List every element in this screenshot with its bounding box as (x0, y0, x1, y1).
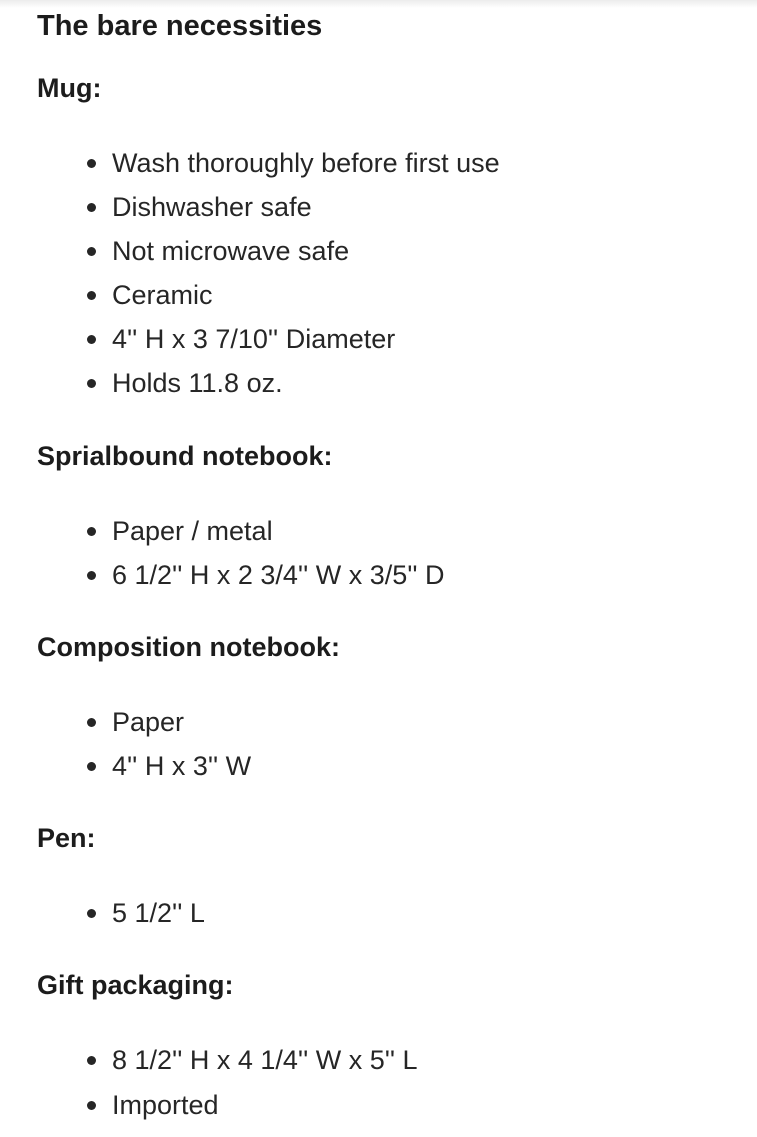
list-item-text: Holds 11.8 oz. (112, 367, 283, 398)
bullet-icon (87, 203, 96, 212)
bullet-icon (87, 291, 96, 300)
list-item-text: 4'' H x 3 7/10'' Diameter (112, 323, 396, 354)
section-heading-composition-notebook: Composition notebook: (37, 632, 340, 662)
list-item (86, 705, 184, 739)
list-item (86, 558, 445, 592)
bullet-icon (87, 159, 96, 168)
bullet-icon (87, 571, 96, 580)
list-item (86, 1088, 219, 1122)
section-heading-pen: Pen: (37, 823, 96, 853)
bullet-icon (87, 762, 96, 771)
section-heading-gift-packaging: Gift packaging: (37, 970, 234, 1000)
page-title: The bare necessities (37, 10, 323, 42)
list-item-text: Paper / metal (112, 515, 273, 546)
list-item (86, 278, 213, 312)
list-item (86, 322, 395, 356)
bullet-icon (87, 379, 96, 388)
bullet-icon (87, 335, 96, 344)
section-heading-spiral-notebook: Sprialbound notebook: (37, 441, 333, 471)
bullet-icon (87, 527, 96, 536)
list-item-text: Imported (112, 1089, 219, 1120)
list-item-text: Wash thoroughly before first use (112, 147, 500, 178)
list-item-text: 8 1/2'' H x 4 1/4'' W x 5'' L (112, 1044, 418, 1075)
bullet-icon (87, 718, 96, 727)
list-item-text: 5 1/2'' L (112, 897, 205, 928)
list-item-text: Dishwasher safe (112, 191, 312, 222)
section-heading-mug: Mug: (37, 73, 102, 103)
list-item-text: Not microwave safe (112, 235, 350, 266)
bullet-icon (87, 1101, 96, 1110)
bullet-icon (87, 909, 96, 918)
top-shadow-divider (0, 0, 757, 8)
bullet-icon (87, 247, 96, 256)
list-item (86, 1043, 418, 1077)
list-item (86, 896, 205, 930)
list-item (86, 366, 283, 400)
list-item-text: Ceramic (112, 279, 213, 310)
list-item (86, 146, 500, 180)
bullet-icon (87, 1056, 96, 1065)
list-item (86, 749, 251, 783)
list-item-text: 4'' H x 3'' W (112, 750, 252, 781)
list-item-text: Paper (112, 706, 185, 737)
list-item (86, 190, 312, 224)
list-item (86, 514, 273, 548)
list-item (86, 234, 349, 268)
list-item-text: 6 1/2'' H x 2 3/4'' W x 3/5'' D (112, 559, 445, 590)
